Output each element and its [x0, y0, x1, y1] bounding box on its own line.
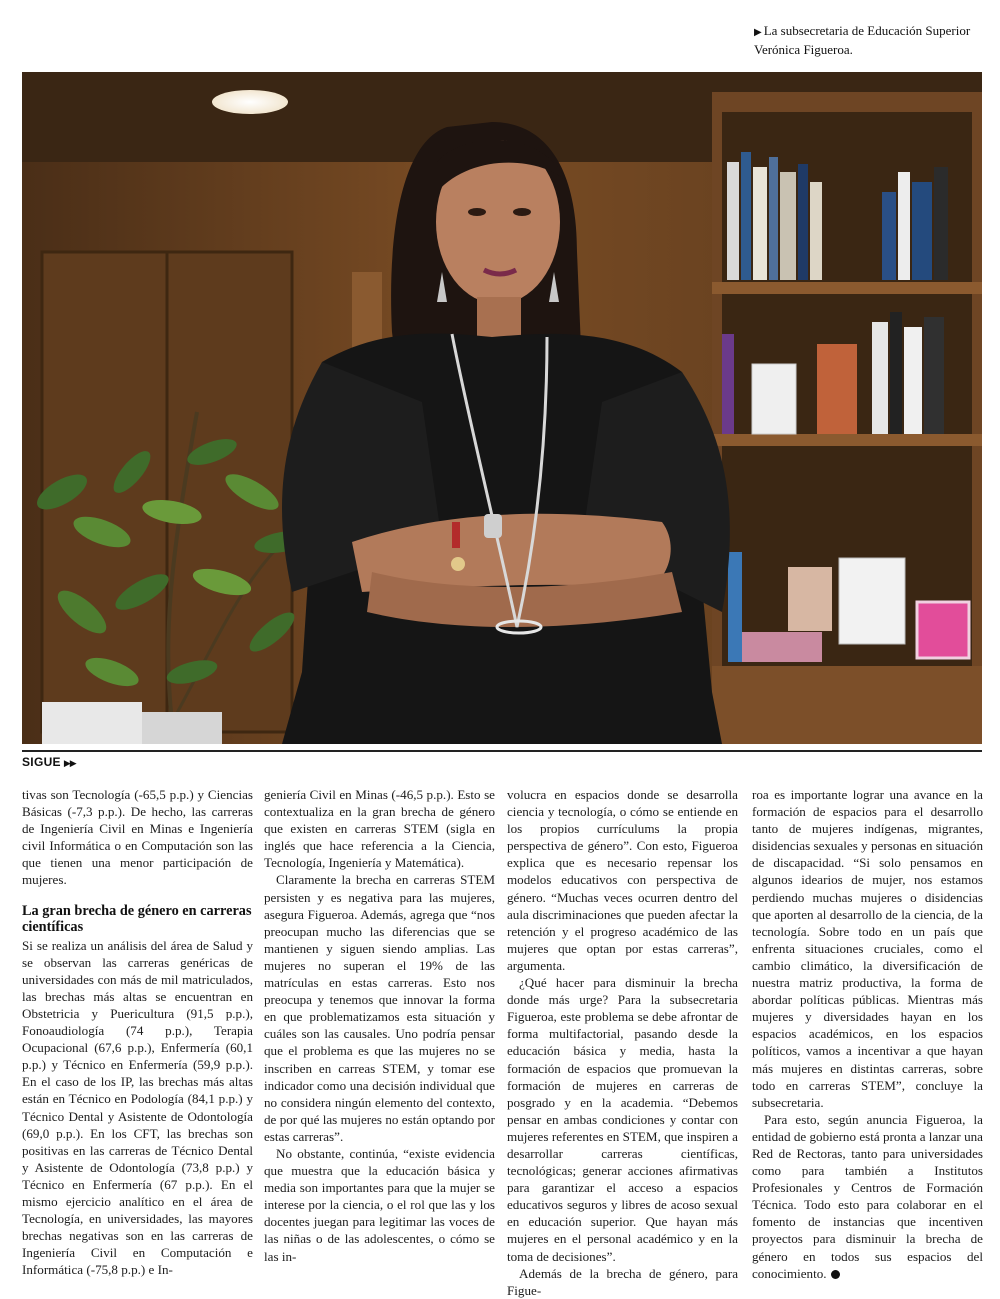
paragraph [752, 1111, 983, 1282]
plant-pot [42, 702, 142, 744]
ceiling-lamp [212, 90, 288, 114]
article-column-4 [752, 786, 983, 1282]
article-column-2 [264, 786, 495, 1265]
paragraph: Si se realiza un análisis del área de Salud y se observan las carreras genéricas de universidades con más de mil matriculados, las brechas más altas se encuentran en Obstetricia y Puericultura (91,5 p.p.), Fonoaudiología (74 p.p.), Terapia Ocupacional (67,6 p.p.), Enfermería (60,1 p.p.) y Técnico en Enfermería (59,9 p.p.). En el caso de los IP, las brechas más altas están en Técnico en Podología (84,1 p.p.) y Técnico Dental y Asistente de Odontología (69,0 p.p.). En los CFT, las brechas son positivas en las carreras de Técnico Dental y Asistente de Odontología (73,8 p.p.) y Técnico en Enfermería (67 p.p.). En el mismo ejercicio analítico en el área de Tecnología, en universidades, las mayores brechas negativas son en las carreras de Ingeniería Civil en Computación e Informática (-75,8 p.p.) e In- [22, 937, 253, 1278]
caption-marker-icon: ▶ [754, 27, 762, 38]
end-of-article-icon [831, 1270, 840, 1279]
paragraph: Claramente la brecha en carreras STEM persisten y es negativa para las mujeres, asegura Figueroa. Además, agrega que “nos preocupan mucho las diferencias que se mantienen y siguen siendo amplias. Las mujeres no superan el 19% de las matrículas en estas carreras. Esto nos preocupa y tenemos que innovar la forma en que problematizamos esta situación y cuáles son las causales. Uno podría pensar que el problema es que las mujeres no se inscriben en carreas STEM, y tomar ese indicador como una decisión individual que no considera ningún elemento del contexto, de por qué las mujeres no están optando por estas carreras”. [264, 872, 495, 1144]
article-column-1 [22, 786, 253, 1278]
double-arrow-icon: ▶▶ [63, 758, 76, 768]
paragraph: Además de la brecha de género, para Figue- [507, 1265, 738, 1298]
section-heading: La gran brecha de género en carreras científicas [22, 902, 252, 935]
photo-caption [754, 22, 994, 58]
continue-text: SIGUE [22, 755, 61, 769]
continue-label [22, 755, 76, 769]
paragraph: ¿Qué hacer para disminuir la brecha donde más urge? Para la subsecretaria Figueroa, este problema se debe afrontar de forma multifactorial, pasando desde la educación básica y media, hasta la formación de espacios que promuevan la formación de mujeres en carreras de posgrado y en la academia. “Debemos pensar en ambas condiciones y contar con mujeres referentes en STEM, que inspiren a desarrollar carreras científicas, tecnológicas; generar acciones afirmativas para garantizar el acceso a espacios educativos seguros y libres de acoso sexual en educación superior. Que hayan más mujeres en el personal académico y en la toma de decisiones”. [507, 975, 738, 1264]
paragraph: No obstante, continúa, “existe evidencia que muestra que la educación básica y media son importantes para que la mujer se interese por la ciencia, o el rol que las y los docentes juegan para legitimar las voces de las niñas o de las adolescentes, o cómo se las in- [264, 1145, 495, 1264]
portrait-photo [22, 72, 982, 744]
final-paragraph-text: Para esto, según anuncia Figueroa, la entidad de gobierno está pronta a lanzar una Red de Rectoras, tanto para universidades como para también a Institutos Profesionales y Centros de Formación Técnica. Todo esto para colaborar en el fomento de instancias que incentiven proyectos para disminuir la brecha de género en todos sus espacios del conocimiento. [752, 1111, 983, 1281]
section-rule [22, 750, 982, 752]
paragraph: geniería Civil en Minas (-46,5 p.p.). Esto se contextualiza en la gran brecha de género que existen en carreras STEM (sigla en inglés que hace referencia a la Ciencia, Tecnología, Ingeniería y Matemática). [264, 787, 495, 871]
caption-line-2: Verónica Figueroa. [754, 42, 853, 57]
caption-line-1: La subsecretaria de Educación Superior [763, 23, 971, 38]
article-column-3 [507, 786, 738, 1299]
portrait-illustration [22, 72, 982, 744]
paragraph: tivas son Tecnología (-65,5 p.p.) y Ciencias Básicas (-7,3 p.p.). De hecho, las carreras de Ingeniería Civil en Minas e Ingeniería civil Informática o en Computación son las que tienen una menor participación de mujeres. [22, 787, 253, 888]
paragraph: roa es importante lograr una avance en la formación de espacios para el desarrollo tanto de mujeres indígenas, migrantes, disidencias sexuales y personas en situación de discapacidad. “Si solo pensamos en algunos idearios de mujer, nos estamos perdiendo muchas mujeres o disidencias que aporten al desarrollo de la ciencia, de la tecnología. Sobre todo en un país que enfrenta situaciones cruciales, como el cambio climático, la diversificación de nuestra matriz productiva, la forma de abordar políticas públicas. Mientras más mujeres y diversidades hayan en los espacios académicos, en los espacios políticos, vamos a incentivar a que hayan más mujeres en distintas carreras, sobre todo en carreras STEM”, concluye la subsecretaria. [752, 787, 983, 1110]
paragraph: volucra en espacios donde se desarrolla ciencia y tecnología, o cómo se entiende en los propios currículums la propia perspectiva de género”. Con esto, Figueroa explica que es necesario repensar los modelos educativos con perspectiva de género. “Muchas veces ocurren dentro del aula discriminaciones que pueden afectar la retención y el progreso académico de las mujeres que optan por estas carreras”, argumenta. [507, 787, 738, 973]
